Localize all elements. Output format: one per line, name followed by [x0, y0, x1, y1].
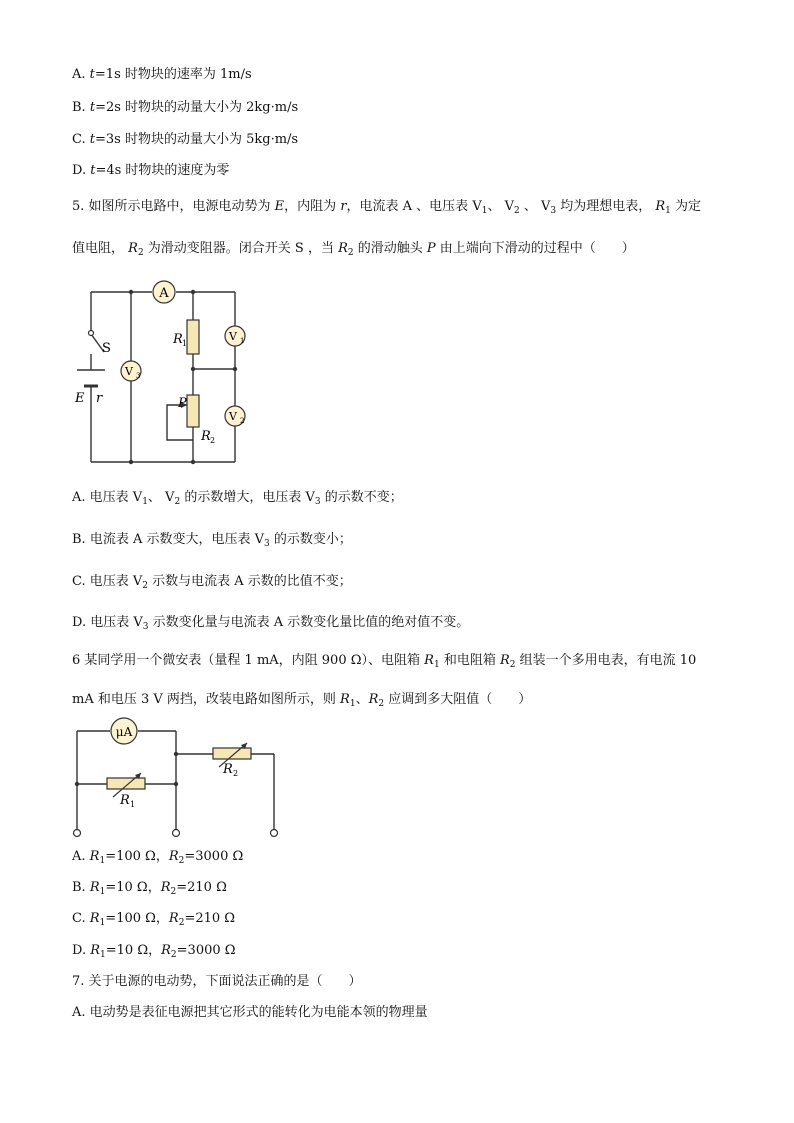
q6-r2-label: R: [223, 762, 233, 777]
r1-label: R: [173, 332, 183, 347]
v1-label: V: [229, 330, 237, 343]
q6-option-b: B. $R_1=10$ Ω，$R_2=210$ Ω: [72, 880, 227, 897]
emf-label: E: [75, 391, 85, 406]
r2-sub: 2: [210, 436, 216, 445]
q6-r1-label: R: [120, 793, 130, 808]
v3-sub: 3: [136, 372, 141, 380]
v1-sub: 1: [240, 337, 245, 345]
q5-option-d: D. 电压表 $V_3$ 示数变化量与电流表 A 示数变化量比值的绝对值不变。: [72, 615, 470, 632]
v2-label: V: [229, 410, 237, 423]
v2-sub: 2: [240, 417, 245, 425]
q6-option-c: C. $R_1=100$ Ω，$R_2=210$ Ω: [72, 911, 236, 928]
q6-stem-line2: mA 和电压 3 V 两挡，改装电路如图所示，则 $R_1$、$R_2$ 应调到多大阻值（ ）: [72, 692, 532, 709]
microammeter-label: μA: [115, 725, 133, 739]
q5-option-b: B. 电流表 A 示数变大，电压表 $V_3$ 的示数变小；: [72, 532, 352, 549]
q6-stem-line1: 6 某同学用一个微安表（量程 1 mA，内阻 900 Ω）、电阻箱 $R_1$ 和电阻箱 $R_2$ 组装一个多用电表，有电流 10: [72, 653, 697, 670]
q5-option-a: A. 电压表 $V_1$、 $V_2$ 的示数增大，电压表 $V_3$ 的示数不变；: [72, 490, 403, 507]
q5-option-c: C. 电压表 $V_2$ 示数与电流表 A 示数的比值不变；: [72, 574, 352, 591]
v3-label: V: [125, 365, 133, 378]
q6-option-d: D. $R_1=10$ Ω，$R_2=3000$ Ω: [72, 943, 236, 960]
q4-option-b: B. t=2s 时物块的动量大小为 2kg·m/s: [72, 100, 299, 115]
switch-label: S: [102, 341, 111, 356]
terminal-icons: [74, 830, 278, 837]
internal-resistance-label: r: [96, 391, 103, 406]
microammeter-icon: [111, 718, 137, 744]
q4-option-d: D. t=4s 时物块的速度为零: [72, 163, 230, 178]
q5-stem-line1: 5. 如图所示电路中，电源电动势为 E，内阻为 r，电流表 A 、电压表 $V_1$、 $V_2$ 、 $V_3$ 均为理想电表， $R_1$ 为定: [72, 199, 702, 216]
q5-stem-line2: 值电阻， $R_2$ 为滑动变阻器。闭合开关 S ，当 $R_2$ 的滑动触头 P 由上端向下滑动的过程中（ ）: [72, 241, 635, 258]
q6-r1-sub: 1: [130, 800, 136, 809]
r1-sub: 1: [182, 339, 188, 348]
ammeter-label: A: [159, 286, 169, 301]
r2-label: R: [201, 429, 211, 444]
q4-option-a: A. t=1s 时物块的速率为 1m/s: [72, 67, 252, 82]
q6-option-a: A. $R_1=100$ Ω，$R_2=3000$ Ω: [72, 849, 244, 866]
q6-r2-sub: 2: [233, 769, 239, 778]
q4-option-c: C. t=3s 时物块的动量大小为 5kg·m/s: [72, 132, 299, 147]
slider-p-label: P: [178, 396, 187, 411]
q7-stem: 7. 关于电源的电动势，下面说法正确的是（ ）: [72, 974, 362, 989]
q7-option-a: A. 电动势是表征电源把其它形式的能转化为电能本领的物理量: [72, 1005, 428, 1020]
